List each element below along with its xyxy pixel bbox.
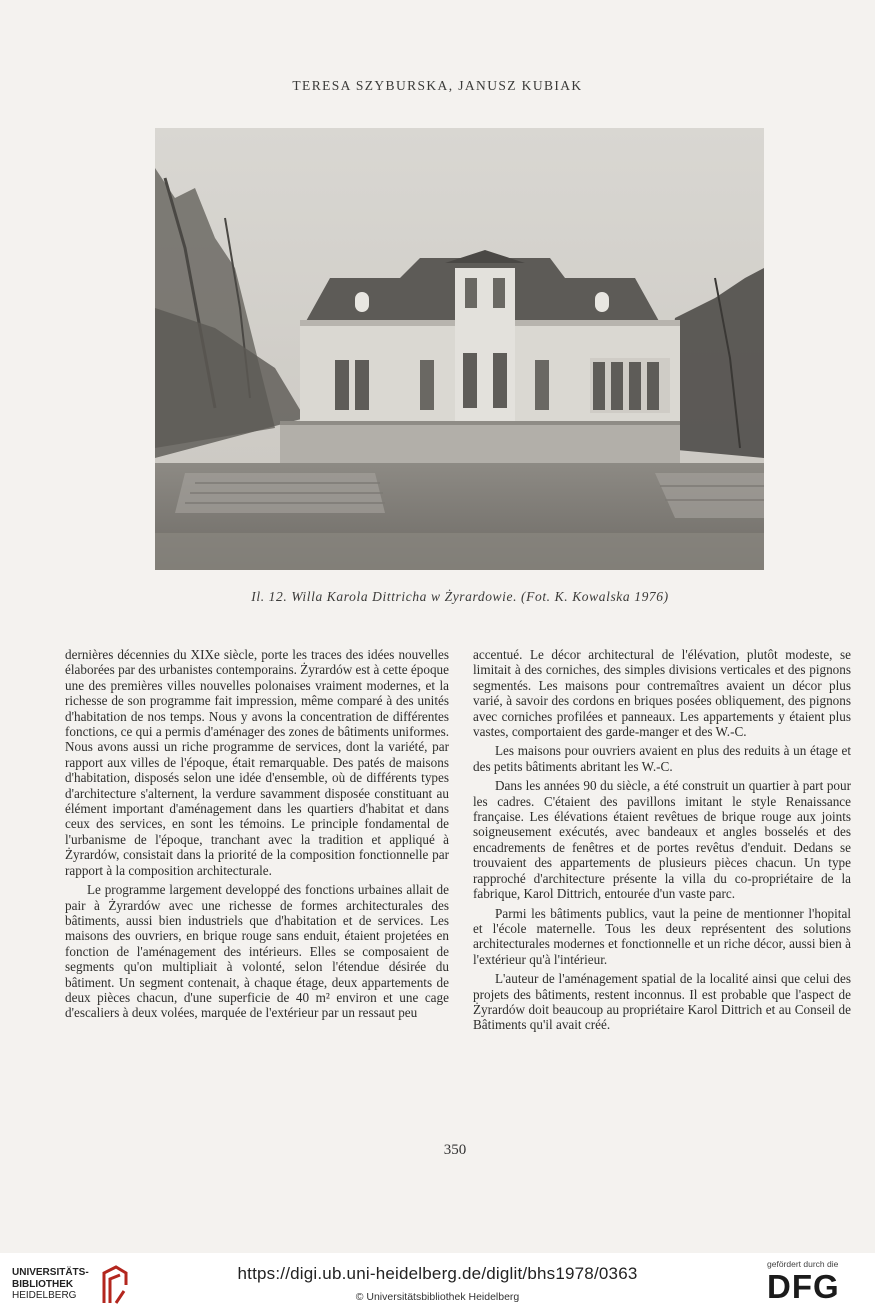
institution-line: BIBLIOTHEK xyxy=(12,1278,74,1290)
paragraph: Les maisons pour ouvriers avaient en plus des reduits à un étage et des petits bâtiments abritant les W.-C. xyxy=(473,743,851,774)
figure-caption: Il. 12. Willa Karola Dittricha w Żyrardowie. (Fot. K. Kowalska 1976) xyxy=(251,589,669,604)
villa-photograph xyxy=(155,128,764,570)
institution-line: UNIVERSITÄTS- xyxy=(12,1267,89,1278)
paragraph: accentué. Le décor architectural de l'élévation, plutôt modeste, se limitait à des corniches, des simples divisions verticales et des pignons segmentés. Les maisons pour contremaîtres avaient un décor plus varié, à savoir des cordons en briques posées obliquement, des pignons avec corniches profilées et panneaux. Les appartements y étaient plus vastes, comportaient des garde-manger et des W.-C. xyxy=(473,647,851,740)
page-number: 350 xyxy=(443,1142,467,1158)
copyright-notice: © Universitätsbibliothek Heidelberg xyxy=(355,1291,520,1303)
paragraph: L'auteur de l'aménagement spatial de la localité ainsi que celui des projets des bâtiments, restent inconnus. Il est probable que l'aspect de Żyrardów doit beaucoup au propriétaire Karol Dittrich et au Conseil de Bâtiments qu'il avait créé. xyxy=(473,971,851,1033)
institution-line: HEIDELBERG xyxy=(12,1290,77,1301)
running-head: TERESA SZYBURSKA, JANUSZ KUBIAK xyxy=(292,78,583,93)
dfg-funder-logo[interactable] xyxy=(767,1259,863,1304)
villa-photo-drawing xyxy=(155,128,764,570)
dfg-logo: DFG xyxy=(767,1268,840,1305)
permalink-url[interactable]: https://digi.ub.uni-heidelberg.de/diglit/bhs1978/0363 xyxy=(237,1264,638,1283)
paragraph: Le programme largement developpé des fonctions urbaines allait de pair à Żyrardów avec une richesse de formes architecturales des bâtiments, aussi bien industriels que d'habitation et de services. Les maisons des ouvriers, en brique rouge sans enduit, étaient projetées en fonction de l'aménagement des intérieurs. Elles se composaient de segments qu'on multipliait à volonté, selon l'étendue désirée du bâtiment. Un segment contenait, à chaque étage, deux appartements de deux pièces chacun, d'une superficie de 40 m² environ et une cage d'escaliers à deux volées, marquée de l'extérieur par un ressaut peu xyxy=(65,882,449,1021)
text-column-right xyxy=(473,647,851,1037)
text-column-left xyxy=(65,647,449,1025)
paragraph: Parmi les bâtiments publics, vaut la peine de mentionner l'hopital et l'école maternelle. Tous les deux représentent des solutions architecturales modernes et fonctionnelle et un riche décor, aussi bien à l'extérieur qu'à l'intérieur. xyxy=(473,905,851,967)
viewer-footer xyxy=(0,1253,875,1314)
funder-note: gefördert durch die xyxy=(767,1259,839,1269)
paragraph: Dans les années 90 du siècle, a été construit un quartier à part pour les cadres. C'étaient des pavillons imitant le style Renaissance française. Les élévations étaient revêtues de brique rouge aux joints soigneusement exécutés, avec bandeaux et angles bosselés et des encadrements de fenêtres et de portes revêtus d'enduit. Dedans se trouvaient des appartements de plusieurs pièces chacun. Un type rapproché d'architecture présente la villa du co-propriétaire de la fabrique, Karol Dittrich, entourée d'un vaste parc. xyxy=(473,778,851,902)
paragraph: dernières décennies du XIXe siècle, porte les traces des idées nouvelles élaborées par des urbanistes contemporains. Żyrardów est à cette époque une des premières villes nouvelles polonaises vraiment modernes, et la richesse de son programme fait impression, même comparé à des unités d'habitation de nos temps. Nous y avons la concentration de différentes fonctions, ce qui a permis d'aménager des zones de bâtiments uniformes. Nous avons aussi un riche programme de services, dont la variété, par rapport aux villes de l'époque, était remarquable. Des patés de maisons d'habitation, disposés selon une idée d'ensemble, où de différents types d'architecture s'alternent, la verdure savamment disposée constituant au élément important d'aménagement dans les quartiers d'habitat et dans ceux des services, en sont les témoins. Le principle fondamental de l'urbanisme de l'époque, tranchant avec la tradition et appliqué à Żyrardów, consistait dans la priorité de la composition fonctionnelle par rapport à la composition architecturale. xyxy=(65,647,449,878)
